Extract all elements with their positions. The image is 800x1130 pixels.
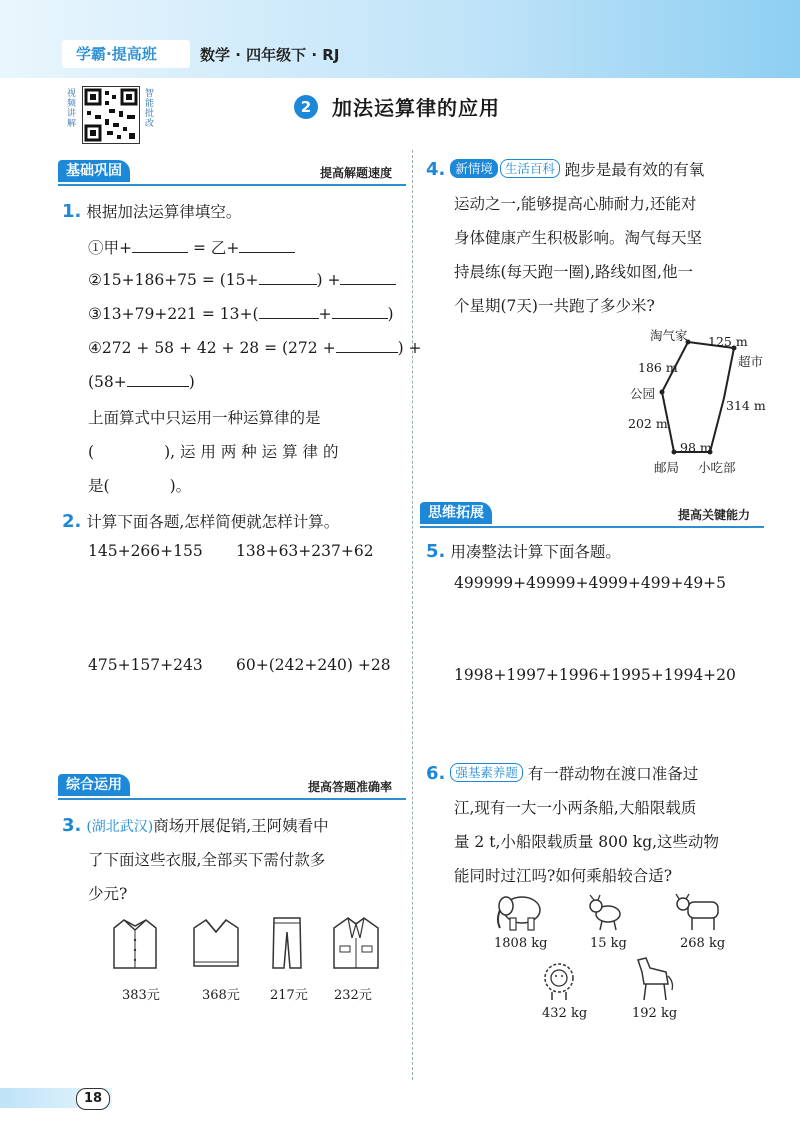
map-dist-park-post: 202 m (628, 416, 668, 431)
section-basic (58, 160, 406, 186)
section-comprehensive-goal: 提高答题准确率 (307, 780, 392, 794)
q3-line3: 少元? (88, 885, 128, 903)
shirt-icon (110, 916, 160, 972)
q1-b (88, 270, 396, 289)
q4-line5: 个星期(7天)一共跑了多少米? (454, 297, 655, 315)
q5-expr-2: 1998+1997+1996+1995+1994+20 (454, 666, 736, 684)
column-divider (412, 150, 413, 1080)
q1-c-blank2[interactable] (332, 304, 388, 319)
jacket-icon (330, 914, 382, 972)
q1-c-text2: + (318, 305, 332, 323)
q5-stem-text: 用凑整法计算下面各题。 (450, 543, 621, 561)
weight-lion: 432 kg (542, 1006, 588, 1021)
map-dist-home-park: 186 m (638, 360, 678, 375)
q3-line1-text: 商场开展促销,王阿姨看中 (153, 817, 329, 835)
q6-line1 (426, 762, 698, 784)
horse-icon (630, 954, 676, 1004)
q3-line2: 了下面这些衣服,全部买下需付款多 (88, 851, 326, 869)
q6-line3: 量 2 t,小船限载质量 800 kg,这些动物 (454, 833, 720, 851)
q1-d-text2: ) + (397, 339, 422, 357)
q1-d2-blank[interactable] (127, 372, 189, 387)
lion-icon (538, 960, 580, 1002)
q6-line2: 江,现有一大一小两条船,大船限载质 (454, 799, 697, 817)
goat-icon (586, 892, 626, 932)
q2-expr-1: 145+266+155 (88, 542, 203, 560)
q5-stem (426, 540, 621, 562)
q1-a-text2: = 乙+ (192, 239, 240, 257)
qr-left-text: 视频讲解 (65, 88, 75, 128)
q1-d2 (88, 372, 195, 391)
cow-icon (674, 890, 724, 932)
q1-summary3 (88, 474, 191, 496)
q3-number: 3. (62, 815, 82, 836)
trousers-icon (270, 914, 304, 972)
price-shirt: 383元 (122, 988, 160, 1003)
q1-c-text3: ) (387, 305, 394, 323)
map-dist-post-snack: 98 m (680, 440, 712, 455)
q1-d2-text2: ) (188, 373, 195, 391)
q1-summary2 (88, 440, 338, 462)
map-place-supermarket: 超市 (738, 354, 764, 369)
sweater-icon (190, 916, 242, 972)
q1-b-text2: ) + (316, 271, 341, 289)
q5-number: 5. (426, 541, 446, 562)
q3-line1 (62, 814, 329, 836)
q1-c-text1: ③13+79+221 = 13+( (88, 305, 259, 323)
map-place-snack-bar: 小吃部 (698, 460, 736, 475)
q4-line1 (426, 158, 704, 180)
q1-stem-text: 根据加法运算律填空。 (86, 203, 242, 221)
q1-b-text1: ②15+186+75 = (15+ (88, 271, 259, 289)
map-dist-supermarket-snack: 314 m (726, 398, 766, 413)
q5-expr-1: 499999+49999+4999+499+49+5 (454, 574, 727, 592)
q1-summary3-open: 是( (88, 477, 110, 495)
q2-expr-3: 475+157+243 (88, 656, 203, 674)
q6-tag: 强基素养题 (450, 763, 523, 782)
q2-expr-4: 60+(242+240) +28 (236, 656, 391, 674)
map-place-park: 公园 (630, 386, 656, 401)
q2-number: 2. (62, 511, 82, 532)
q1-a (88, 236, 295, 258)
q4-line4: 持晨练(每天跑一圈),路线如图,他一 (454, 263, 693, 281)
q1-number: 1. (62, 201, 82, 222)
map-place-home: 淘气家 (650, 328, 688, 343)
price-trousers: 217元 (270, 988, 308, 1003)
q2-stem-text: 计算下面各题,怎样简便就怎样计算。 (86, 513, 340, 531)
section-comprehensive (58, 774, 406, 800)
q6-line4: 能同时过江吗?如何乘船较合适? (454, 867, 673, 885)
q1-c-blank1[interactable] (259, 304, 319, 319)
q1-a-text1: ①甲+ (88, 239, 132, 257)
weight-goat: 15 kg (590, 936, 627, 951)
section-basic-goal: 提高解题速度 (319, 166, 392, 180)
q1-d2-text1: (58+ (88, 373, 127, 391)
section-comprehensive-badge: 综合运用 (58, 774, 130, 796)
q2-stem (62, 510, 339, 532)
q1-c (88, 304, 394, 323)
q2-expr-2: 138+63+237+62 (236, 542, 374, 560)
q1-d (88, 338, 422, 357)
section-thinking-goal: 提高关键能力 (677, 508, 750, 522)
price-sweater: 368元 (202, 988, 240, 1003)
q4-number: 4. (426, 159, 446, 180)
q4-line1-text: 跑步是最有效的有氧 (564, 161, 705, 179)
q1-d-text1: ④272 + 58 + 42 + 28 = (272 + (88, 339, 336, 357)
q1-b-blank1[interactable] (259, 270, 317, 285)
qr-code-icon[interactable] (82, 86, 140, 144)
q4-tag-life: 生活百科 (500, 159, 560, 178)
lesson-number-badge: 2 (294, 95, 318, 119)
q1-b-blank2[interactable] (340, 270, 396, 285)
q6-line1-text: 有一群动物在渡口准备过 (527, 765, 699, 783)
q4-line3: 身体健康产生积极影响。淘气每天坚 (454, 229, 703, 247)
q1-a-blank1[interactable] (132, 238, 188, 253)
q6-number: 6. (426, 763, 446, 784)
map-place-post-office: 邮局 (654, 460, 680, 475)
section-thinking-badge: 思维拓展 (420, 502, 492, 524)
lesson-title: 加法运算律的应用 (332, 96, 500, 120)
q1-a-blank2[interactable] (239, 238, 295, 253)
weight-elephant: 1808 kg (494, 936, 548, 951)
weight-cow: 268 kg (680, 936, 726, 951)
q1-summary2-text: ), 运 用 两 种 运 算 律 的 (164, 443, 339, 461)
q1-summary1: 上面算式中只运用一种运算律的是 (88, 409, 321, 427)
subject-label: 数学 · 四年级下 · RJ (200, 46, 340, 64)
q1-summary3-text: )。 (169, 477, 192, 495)
q1-stem (62, 200, 241, 222)
q1-summary2-open: ( (88, 443, 95, 461)
price-jacket: 232元 (334, 988, 372, 1003)
section-thinking (420, 502, 764, 528)
elephant-icon (494, 890, 546, 932)
page-number: 18 (76, 1088, 110, 1110)
q3-tag: (湖北武汉) (86, 819, 154, 835)
q4-line2: 运动之一,能够提高心肺耐力,还能对 (454, 195, 697, 213)
map-dist-home-supermarket: 125 m (708, 334, 748, 349)
qr-right-text: 智能批改 (143, 88, 153, 128)
section-basic-badge: 基础巩固 (58, 160, 130, 182)
brand-label: 学霸·提高班 (62, 40, 190, 68)
q1-d-blank1[interactable] (336, 338, 398, 353)
weight-horse: 192 kg (632, 1006, 678, 1021)
q4-tag-new-context: 新情境 (450, 159, 498, 178)
